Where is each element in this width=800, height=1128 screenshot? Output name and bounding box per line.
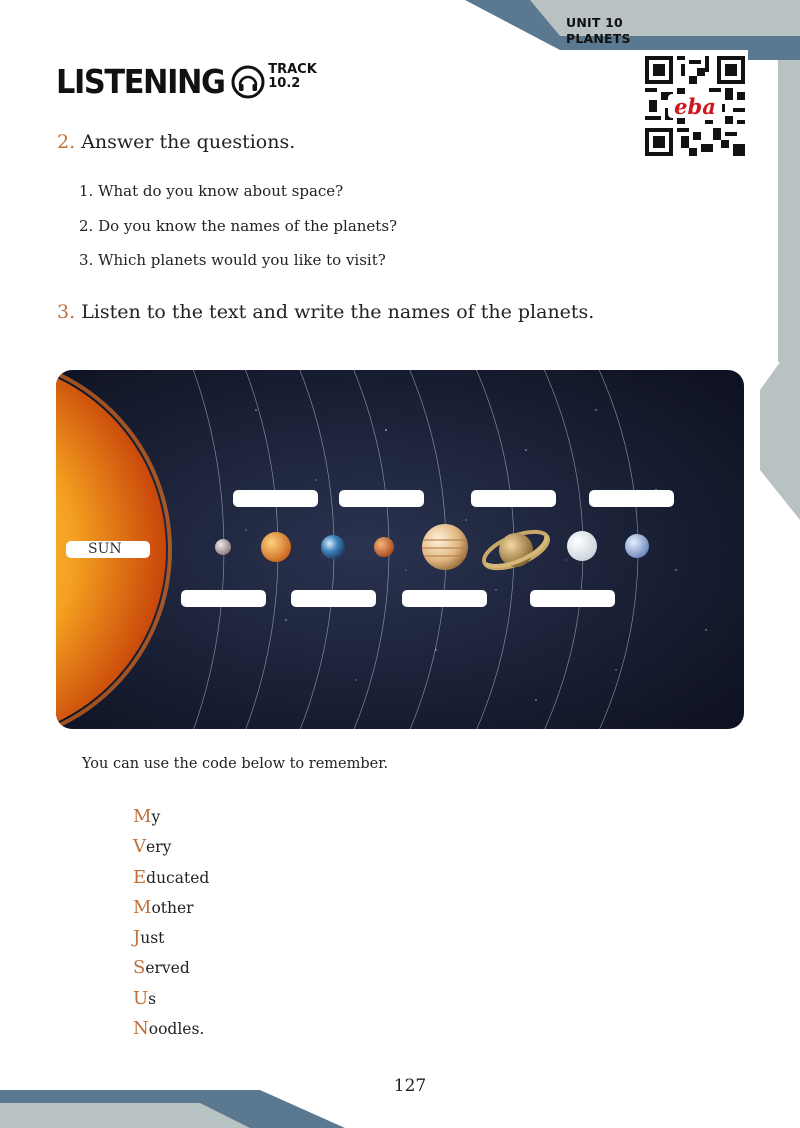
- question-1: 1. What do you know about space?: [79, 182, 344, 200]
- exercise-3-number: 3.: [57, 301, 76, 323]
- sun-label-box: [66, 541, 150, 558]
- track-number: 10.2: [268, 75, 301, 91]
- page-number: 127: [393, 1076, 427, 1096]
- mars-icon: [374, 537, 394, 557]
- track-label: TRACK: [268, 61, 317, 77]
- exercise-3-instruction: Listen to the text and write the names of the planets.: [81, 301, 595, 323]
- answer-box-top-4[interactable]: [589, 490, 674, 507]
- mnemonic-word: Mother: [133, 896, 194, 918]
- qr-code[interactable]: [645, 56, 745, 156]
- unit-label: [566, 15, 631, 47]
- venus-icon: [261, 532, 291, 562]
- mnemonic-word: Served: [133, 957, 190, 979]
- headphones-icon[interactable]: [231, 65, 265, 99]
- mnemonic-word: Noodles.: [133, 1018, 205, 1040]
- answer-box-bottom-1[interactable]: [181, 590, 266, 607]
- exercise-2-heading: [57, 131, 295, 153]
- mnemonic-word: Educated: [133, 866, 210, 888]
- mnemonic-word: Just: [133, 927, 165, 949]
- answer-box-bottom-3[interactable]: [402, 590, 487, 607]
- mnemonic-list: [133, 802, 209, 1044]
- answer-box-bottom-2[interactable]: [291, 590, 376, 607]
- exercise-2-instruction: Answer the questions.: [81, 131, 296, 153]
- track-info: [268, 63, 317, 91]
- mnemonic-word: Us: [133, 987, 157, 1009]
- unit-number: UNIT 10: [566, 15, 623, 30]
- mnemonic-tip: You can use the code below to remember.: [82, 756, 389, 772]
- answer-box-top-2[interactable]: [339, 490, 424, 507]
- jupiter-icon: [422, 524, 468, 570]
- answer-box-top-1[interactable]: [233, 490, 318, 507]
- eba-logo: eba: [668, 94, 722, 118]
- sun-label: SUN: [88, 541, 122, 557]
- earth-icon: [321, 535, 345, 559]
- answer-box-bottom-4[interactable]: [530, 590, 615, 607]
- unit-topic: PLANETS: [566, 31, 631, 46]
- uranus-icon: [567, 531, 597, 561]
- mnemonic-word: Very: [133, 836, 172, 858]
- exercise-3-heading: [57, 301, 594, 323]
- answer-box-top-3[interactable]: [471, 490, 556, 507]
- question-2: 2. Do you know the names of the planets?: [79, 216, 398, 235]
- question-3: 3. Which planets would you like to visit?: [79, 251, 386, 269]
- neptune-icon: [625, 534, 649, 558]
- exercise-2-number: 2.: [57, 131, 76, 153]
- solar-system-diagram: [56, 370, 744, 729]
- mnemonic-word: My: [133, 806, 161, 827]
- section-title: LISTENING: [56, 62, 225, 101]
- section-heading: [56, 62, 317, 101]
- question-list: [79, 174, 397, 278]
- mercury-icon: [215, 539, 231, 555]
